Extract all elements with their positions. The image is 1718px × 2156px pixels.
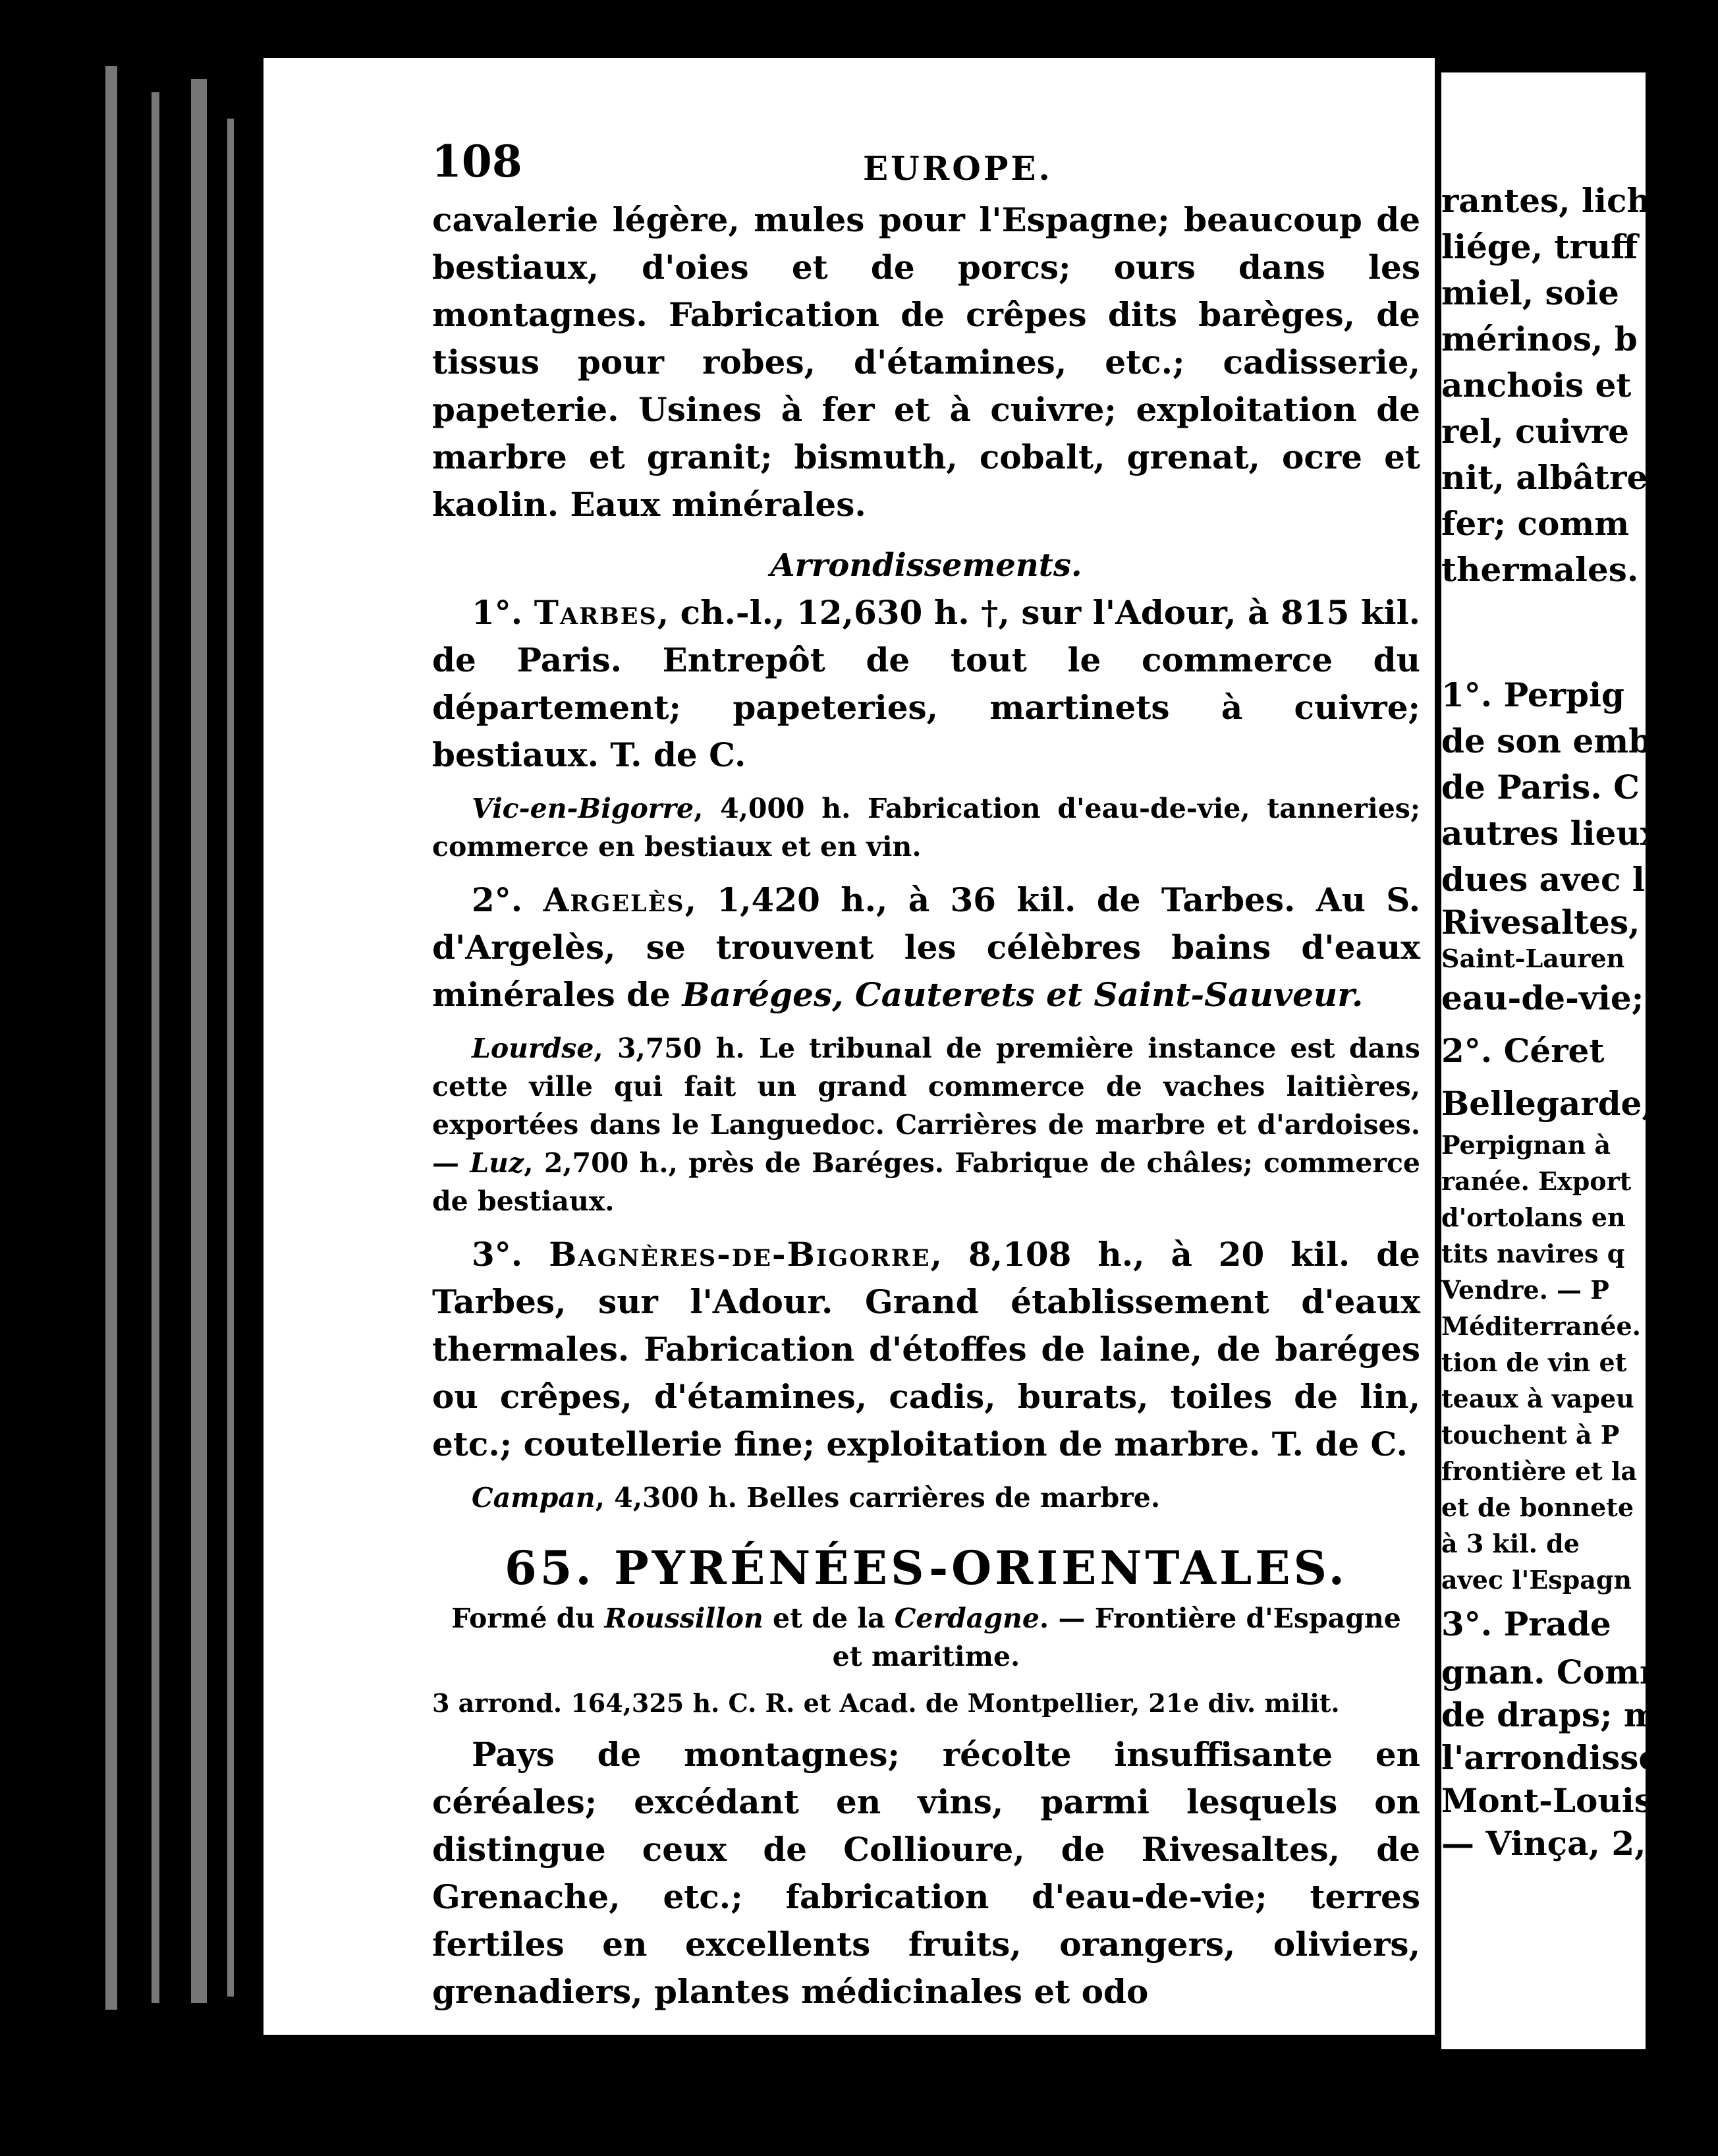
facing-page-line: à 3 kil. de bbox=[1441, 1529, 1580, 1558]
facing-page-line: miel, soie bbox=[1441, 273, 1619, 312]
entry-text: , 1,420 h., à 36 kil. de Tarbes. Au S. d'Argelès, se trouvent les célèbres bains d'eaux minérales de bbox=[432, 880, 1420, 1014]
facing-page-line: l'arrondisse bbox=[1441, 1738, 1660, 1777]
department-formed bbox=[432, 1599, 1420, 1676]
gutter-streak bbox=[191, 79, 207, 2003]
subentry-campan bbox=[432, 1479, 1420, 1517]
scan-gutter bbox=[0, 0, 263, 2156]
facing-page-line: et de bonnete bbox=[1441, 1492, 1634, 1522]
facing-page-line: teaux à vapeu bbox=[1441, 1384, 1634, 1413]
department-title: 65. PYRÉNÉES-ORIENTALES. bbox=[505, 1541, 1348, 1595]
subentry-text: , 4,000 h. Fabrication d'eau-de-vie, tanneries; commerce en bestiaux et en vin. bbox=[432, 793, 1420, 863]
subentry-text-luz: , 2,700 h., près de Baréges. Fabrique de châles; commerce de bestiaux. bbox=[432, 1147, 1420, 1217]
facing-page-line: rantes, lich bbox=[1441, 181, 1651, 220]
facing-page-line: tits navires q bbox=[1441, 1239, 1625, 1268]
entry-text: , 8,108 h., à 20 kil. de Tarbes, sur l'Adour. Grand établissement d'eaux thermales. Fabrication d'étoffes de laine, de baréges ou crêpes, d'étamines, cadis, burats, toiles de lin, etc.; coutellerie fine; exploitation de marbre. T. de C. bbox=[432, 1235, 1420, 1463]
entry-name: Argelès bbox=[543, 880, 685, 919]
facing-page-line: Vendre. — P bbox=[1441, 1275, 1609, 1305]
facing-page-line: Saint-Lauren bbox=[1441, 944, 1625, 973]
facing-page-line: Méditerranée. bbox=[1441, 1311, 1641, 1341]
facing-page-line: Rivesaltes, bbox=[1441, 903, 1640, 942]
department-body: Pays de montagnes; récolte insuffisante en céréales; excédant en vins, parmi lesquels on distingue ceux de Collioure, de Rivesaltes, de Grenache, etc.; fabrication d'eau-de-vie; terres fertiles en excellents fruits, orangers, oliviers, grenadiers, plantes médicinales et odo bbox=[432, 1735, 1420, 2011]
entry-name: Tarbes bbox=[534, 593, 657, 632]
arrondissements-heading: Arrondissements. bbox=[770, 547, 1082, 584]
facing-page-text bbox=[1441, 178, 1718, 1865]
subentry-name: Lourdse bbox=[472, 1033, 594, 1064]
facing-page-line: liége, truff bbox=[1441, 227, 1638, 266]
facing-page-line: 3°. Prade bbox=[1441, 1604, 1611, 1643]
facing-page-line: gnan. Comm bbox=[1441, 1653, 1675, 1691]
facing-page-line: touchent à P bbox=[1441, 1420, 1620, 1450]
entry-name: Bagnères-de-Bigorre bbox=[549, 1235, 931, 1274]
facing-page-line: Perpignan à bbox=[1441, 1130, 1611, 1160]
formed-text: Formé du bbox=[451, 1603, 605, 1634]
entry-tarbes bbox=[432, 589, 1420, 779]
facing-page-line: d'ortolans en bbox=[1441, 1203, 1626, 1232]
facing-page-line: autres lieux bbox=[1441, 814, 1660, 853]
page-number: 108 bbox=[431, 136, 522, 187]
facing-page-line: fer; comm bbox=[1441, 504, 1630, 543]
subentry-name: Vic-en-Bigorre bbox=[472, 793, 694, 824]
gutter-streak bbox=[227, 119, 234, 1997]
subentry-name-luz: Luz bbox=[470, 1147, 524, 1179]
facing-page-line: nit, albâtre bbox=[1441, 458, 1648, 497]
facing-page bbox=[1441, 72, 1676, 2049]
entry-bagneres bbox=[432, 1231, 1420, 1468]
facing-page-line: rel, cuivre bbox=[1441, 412, 1629, 451]
running-head: EUROPE. bbox=[863, 149, 1053, 188]
formed-text: et de la bbox=[763, 1603, 895, 1634]
formed-cerdagne: Cerdagne bbox=[894, 1603, 1039, 1634]
facing-page-line: thermales. bbox=[1441, 550, 1639, 589]
gutter-streak bbox=[105, 66, 117, 2010]
facing-page-line: de son emb bbox=[1441, 722, 1652, 760]
formed-text: . — Frontière d'Espagne et maritime. bbox=[832, 1603, 1401, 1672]
subentry-text: , 4,300 h. Belles carrières de marbre. bbox=[595, 1482, 1161, 1514]
intro-paragraph: cavalerie légère, mules pour l'Espagne; beaucoup de bestiaux, d'oies et de porcs; ours dans les montagnes. Fabrication de crêpes dits barèges, de tissus pour robes, d'étamines, etc.; cadisserie, papeterie. Usines à fer et à cuivre; exploitation de marbre et granit; bismuth, cobalt, grenat, ocre et kaolin. Eaux minérales. bbox=[432, 200, 1420, 524]
facing-page-line bbox=[1441, 593, 1718, 672]
facing-page-line: anchois et bbox=[1441, 366, 1632, 405]
subentry-text: , 3,750 h. Le tribunal de première instance est dans cette ville qui fait un grand commerce de vaches laitières, exportées dans le Languedoc. Carrières de marbre et d'ardoises. — bbox=[432, 1033, 1420, 1179]
book-page bbox=[263, 58, 1436, 2035]
subentry-vic-en-bigorre bbox=[432, 789, 1420, 866]
entry-number: 2°. bbox=[472, 880, 523, 919]
subentry-lourdes bbox=[432, 1029, 1420, 1220]
facing-page-line: dues avec l' bbox=[1441, 860, 1655, 899]
entry-argeles bbox=[432, 876, 1420, 1019]
page-fold bbox=[1435, 58, 1441, 2114]
facing-page-line: de draps; m bbox=[1441, 1695, 1659, 1734]
formed-roussillon: Roussillon bbox=[604, 1603, 763, 1634]
entry-number: 1°. bbox=[472, 593, 523, 632]
subentry-name: Campan bbox=[472, 1482, 596, 1514]
entry-number: 3°. bbox=[472, 1235, 523, 1274]
facing-page-line: 2°. Céret bbox=[1441, 1031, 1605, 1070]
facing-page-line: — Vinça, 2, bbox=[1441, 1824, 1646, 1863]
gutter-streak bbox=[152, 92, 159, 2003]
page-body bbox=[432, 196, 1420, 2016]
facing-page-line: Bellegarde, bbox=[1441, 1084, 1653, 1123]
entry-text: , ch.-l., 12,630 h. †, sur l'Adour, à 815 kil. de Paris. Entrepôt de tout le commerce du département; papeteries, martinets à cuivre; bestiaux. T. de C. bbox=[432, 593, 1420, 774]
department-stats: 3 arrond. 164,325 h. C. R. et Acad. de Montpellier, 21e div. milit. bbox=[432, 1688, 1340, 1718]
facing-page-line: tion de vin et bbox=[1441, 1348, 1627, 1377]
facing-page-line: mérinos, b bbox=[1441, 320, 1638, 358]
facing-page-line: 1°. Perpig bbox=[1441, 675, 1624, 714]
facing-page-line: ranée. Export bbox=[1441, 1166, 1632, 1196]
facing-page-line: avec l'Espagn bbox=[1441, 1565, 1632, 1595]
facing-page-line: de Paris. C bbox=[1441, 768, 1640, 807]
facing-page-line: eau-de-vie; c bbox=[1441, 979, 1676, 1017]
facing-page-line: Mont-Louis bbox=[1441, 1781, 1653, 1820]
entry-baths: Baréges, Cauterets et Saint-Sauveur. bbox=[682, 975, 1364, 1014]
facing-page-line: frontière et la bbox=[1441, 1456, 1637, 1486]
